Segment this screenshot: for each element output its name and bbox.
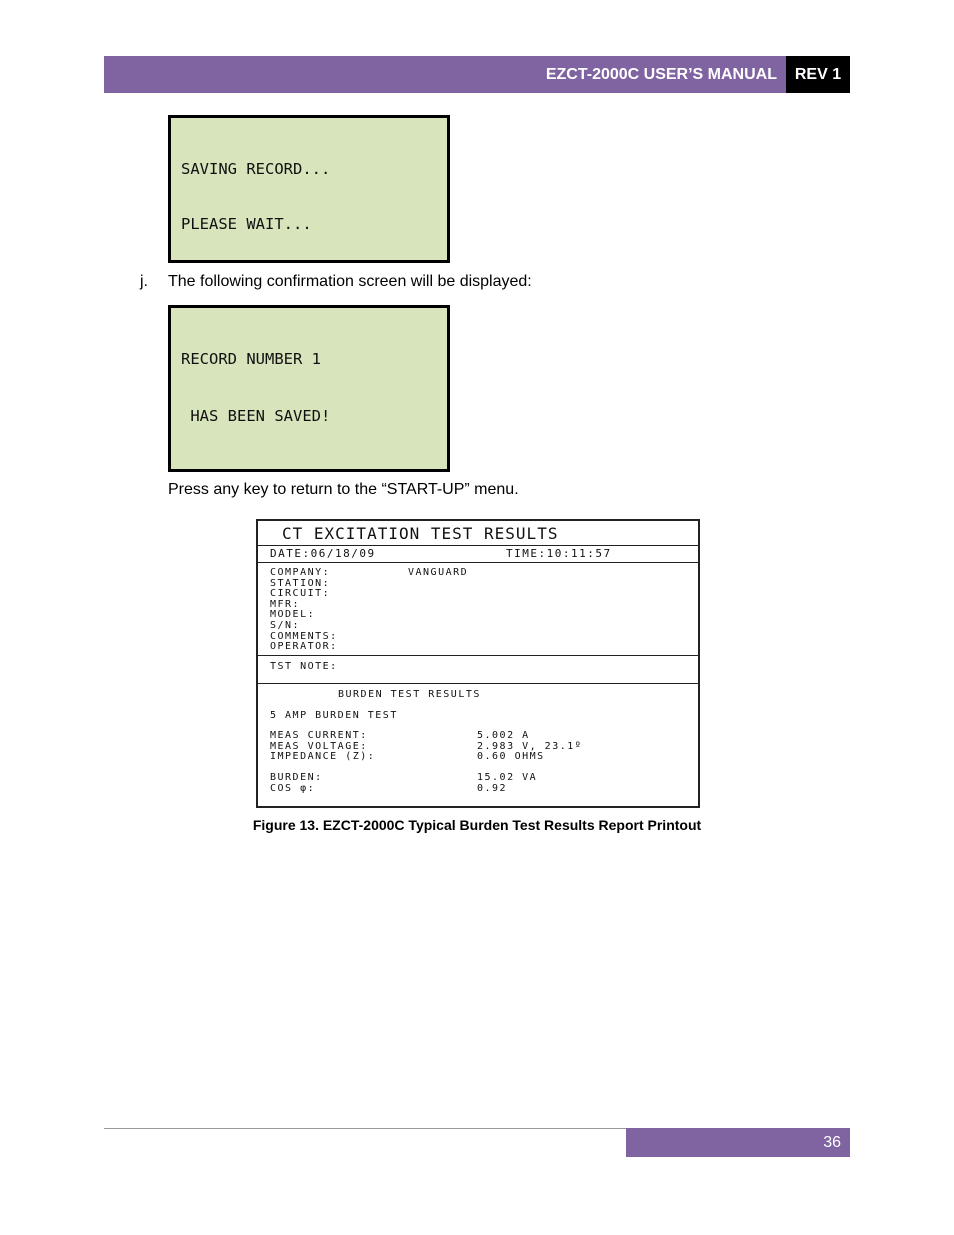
header-rev-badge [786, 56, 850, 93]
divider [258, 683, 698, 684]
result-label: BURDEN: [270, 772, 323, 783]
lcd-line: SAVING RECORD... [181, 160, 331, 178]
lcd-line: HAS BEEN SAVED! [181, 407, 331, 425]
printout-time: TIME:10:11:57 [506, 547, 612, 560]
lcd-line: RECORD NUMBER 1 [181, 350, 321, 368]
lcd-line: PLEASE WAIT... [181, 215, 312, 233]
field-label: CIRCUIT: [270, 588, 331, 600]
field-label: MODEL: [270, 609, 316, 621]
header-title: EZCT-2000C USER’S MANUAL [545, 65, 777, 83]
printout-section-title: BURDEN TEST RESULTS [338, 689, 481, 700]
header-title-bar [104, 56, 786, 93]
footer-bar [626, 1128, 850, 1157]
report-printout [256, 519, 700, 808]
divider [258, 562, 698, 563]
printout-title: CT EXCITATION TEST RESULTS [282, 524, 559, 543]
result-value: 5.002 A [477, 730, 530, 741]
field-row [270, 568, 468, 579]
printout-date: DATE:06/18/09 [270, 547, 376, 560]
result-value: 0.92 [477, 782, 508, 794]
figure-caption: Figure 13. EZCT-2000C Typical Burden Test Results Report Printout [252, 817, 702, 833]
instruction-paragraph: Press any key to return to the “START-UP” menu. [168, 481, 519, 498]
result-row [270, 752, 582, 763]
divider [258, 545, 698, 546]
step-letter: j. [140, 273, 148, 290]
result-label: MEAS CURRENT: [270, 730, 368, 741]
field-row [270, 642, 468, 653]
printout-subtitle: 5 AMP BURDEN TEST [270, 710, 398, 721]
result-value: 2.983 V, 23.1º [477, 740, 583, 752]
printout-results [270, 731, 582, 763]
header-rev: REV 1 [794, 65, 842, 83]
field-label: STATION: [270, 577, 331, 589]
result-row [270, 731, 582, 742]
field-label: S/N: [270, 619, 301, 631]
field-row [270, 621, 468, 632]
field-label: COMPANY: [270, 567, 331, 578]
result-value: 0.60 OHMS [477, 751, 545, 763]
result-row [270, 773, 537, 784]
result-label: COS φ: [270, 782, 316, 794]
field-value: VANGUARD [408, 567, 469, 578]
printout-tst-note: TST NOTE: [270, 661, 338, 672]
result-label: IMPEDANCE (Z): [270, 751, 376, 763]
lcd-screen-confirmation [168, 305, 450, 472]
divider [258, 655, 698, 656]
step-text: The following confirmation screen will be displayed: [168, 273, 532, 290]
printout-results-burden [270, 773, 537, 794]
field-label: OPERATOR: [270, 641, 338, 653]
field-label: MFR: [270, 598, 301, 610]
printout-fields [270, 568, 468, 653]
page-number: 36 [823, 1133, 841, 1151]
field-label: COMMENTS: [270, 630, 338, 642]
result-value: 15.02 VA [477, 772, 538, 783]
lcd-screen-saving [168, 115, 450, 263]
result-label: MEAS VOLTAGE: [270, 740, 368, 752]
result-row [270, 784, 537, 795]
